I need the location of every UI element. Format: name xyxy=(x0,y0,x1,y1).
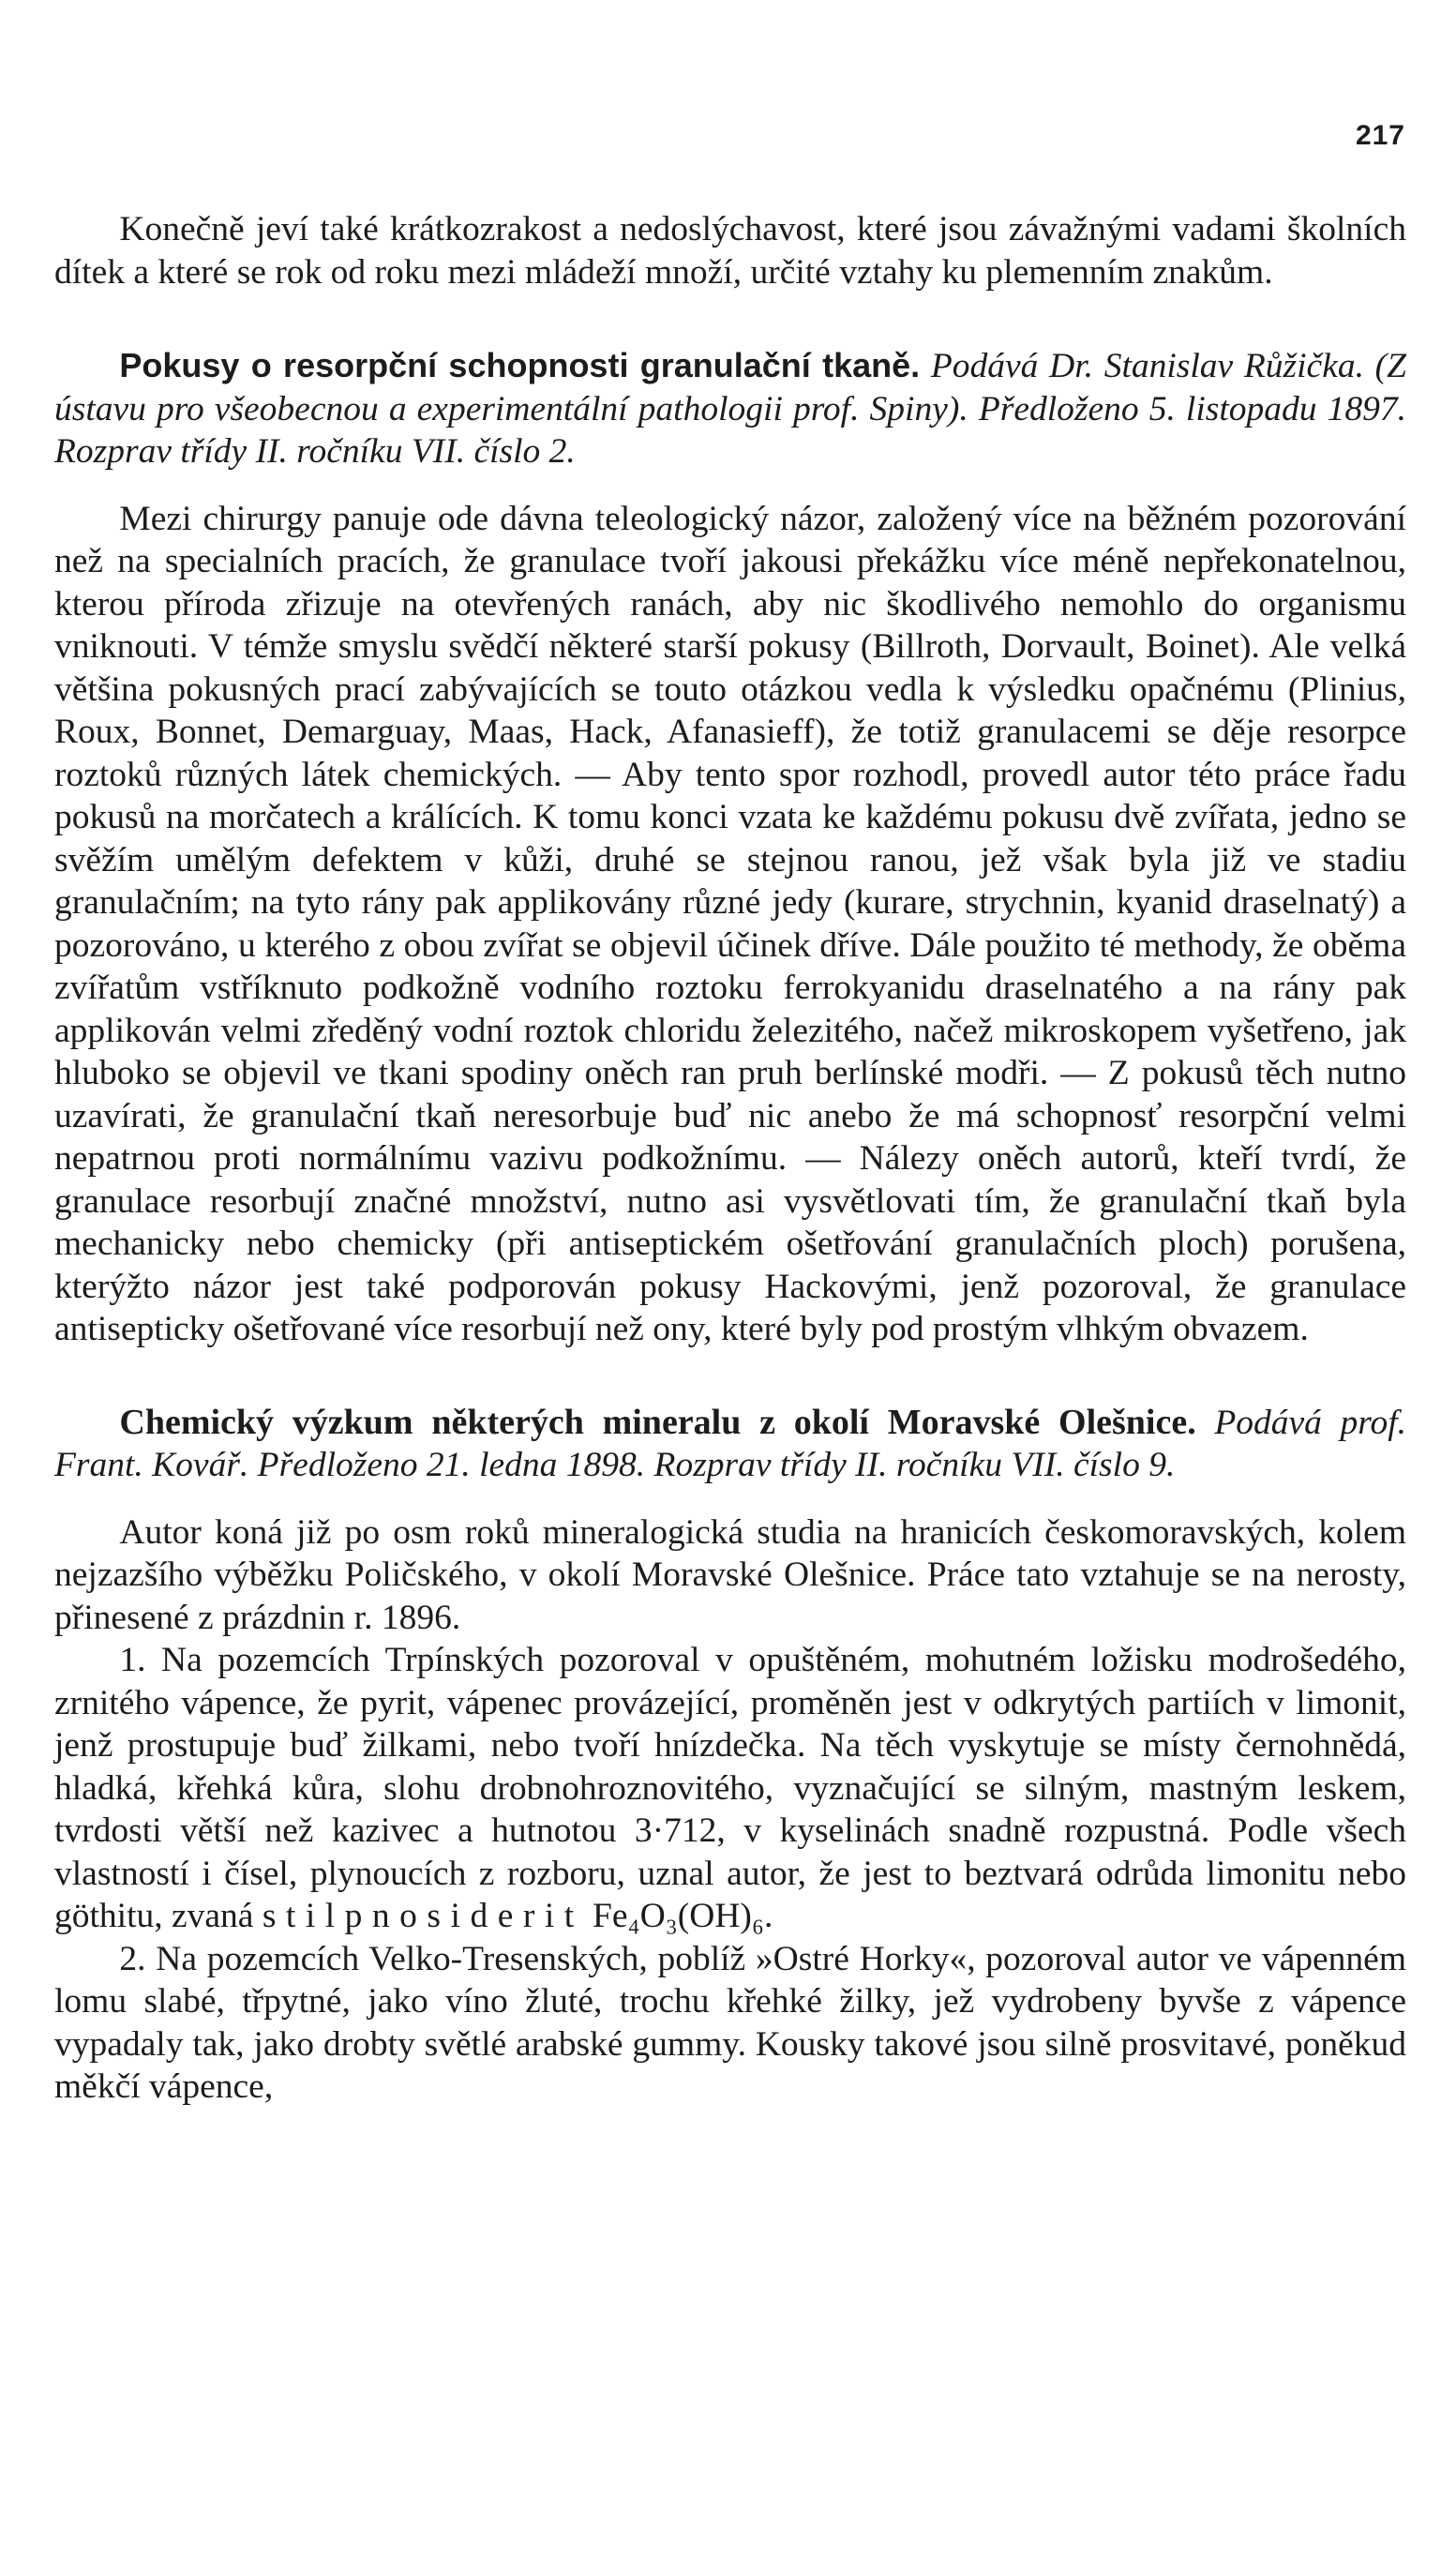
mineral-paragraph-1: Autor koná již po osm roků mineralogická studia na hranicích českomoravských, kolem nejzazšího výběžku Poličského, v okolí Moravské Olešnice. Práce tato vztahuje se na nerosty, přinesené z prázdnin r. 1896. xyxy=(54,1512,1406,1637)
mineral-paragraph-2-text: 1. Na pozemcích Trpínských pozoroval v opuštěném, mohutném ložisku modrošedého, zrnitého vápence, že pyrit, vápenec provázející, proměněn jest v odkrytých partiích v limonit, jenž prostupuje buď žilkami, nebo tvoří hnízdečka. Na těch vyskytuje se místy černohnědá, hladká, křehká kůra, slohu drobnohroznovitého, vyznačující se silným, mastným leskem, tvrdosti větší než kazivec a hutnotou 3·712, v kyselinách snadně rozpustná. Podle všech vlastností i čísel, plynoucích z rozboru, uznal autor, že jest to beztvará odrůda limonitu nebo göthitu, zvaná xyxy=(54,1641,1406,1935)
section-heading-mineral xyxy=(54,1402,1406,1487)
section-title-mineral: Chemický výzkum některých mineralu z okolí Moravské Olešnice. xyxy=(119,1402,1196,1442)
section-heading-resorption xyxy=(54,344,1406,473)
section-body-resorption: Mezi chirurgy panuje ode dávna teleologický názor, založený více na běžném pozorování než na specialních pracích, že granulace tvoří jakousi překážku více méně nepřekonatelnou, kterou příroda zřizuje na otevřených ranách, aby nic škodlivého nemohlo do organismu vniknouti. V témže smyslu svědčí některé starší pokusy (Billroth, Dorvault, Boinet). Ale velká většina pokusných prací zabývajících se touto otázkou vedla k výsledku opačnému (Plinius, Roux, Bonnet, Demarguay, Maas, Hack, Afanasieff), že totiž granulacemi se děje resorpce roztoků různých látek chemických. — Aby tento spor rozhodl, provedl autor této práce řadu pokusů na morčatech a králících. K tomu konci vzata ke každému pokusu dvě zvířata, jedno se svěžím umělým defektem v kůži, druhé se stejnou ranou, jež však byla již ve stadiu granulačním; na tyto rány pak applikovány různé jedy (kurare, strychnin, kyanid draselnatý) a pozorováno, u kterého z obou zvířat se objevil účinek dříve. Dále použito té methody, že oběma zvířatům vstříknuto podkožně vodního roztoku ferrokyanidu draselnatého a na rány pak applikován velmi zředěný vodní roztok chloridu železitého, načež mikroskopem vyšetřeno, jak hluboko se objevil ve tkani spodiny oněch ran pruh berlínské modři. — Z pokusů těch nutno uzavírati, že granulační tkaň neresorbuje buď nic anebo že má schopnosť resorpční velmi nepatrnou proti normálnímu vazivu podkožnímu. — Nálezy oněch autorů, kteří tvrdí, že granulace resorbují značné množství, nutno asi vysvětlovati tím, že granulační tkaň byla mechanicky nebo chemicky (při antiseptickém ošetřování granulačních ploch) porušena, kterýžto názor jest také podporován pokusy Hackovými, jenž pozoroval, že granulace antisepticky ošetřované více resorbují než ony, které byly pod prostým vlhkým obvazem. xyxy=(54,499,1406,1348)
page-number: 217 xyxy=(1355,120,1405,151)
section-meta-resorption: Podává Dr. Stanislav Růžička. (Z ústavu pro všeobecnou a experimentální pathologii prof. Spiny). Předloženo 5. listopadu 1897. Rozprav třídy II. ročníku VII. číslo 2. xyxy=(54,347,1407,471)
mineral-paragraph-3: 2. Na pozemcích Velko-Tresenských, poblíž »Ostré Horky«, pozoroval autor ve vápenném lomu slabé, třpytné, jako víno žluté, trochu křehké žilky, jež vydrobeny byvše z vápence vypadaly tak, jako drobty světlé arabské gummy. Kousky takové jsou silně prosvitavé, poněkud měkčí vápence, xyxy=(54,1939,1406,2106)
section-meta-mineral: Podává prof. Frant. Kovář. Předloženo 21. ledna 1898. Rozprav třídy II. ročníku VII. číslo 9. xyxy=(54,1403,1407,1484)
mineral-paragraph-2 xyxy=(54,1639,1406,1938)
intro-paragraph: Konečně jeví také krátkozrakost a nedoslýchavost, které jsou závažnými vadami školních dítek a které se rok od roku mezi mládeží množí, určité vztahy ku plemenním znakům. xyxy=(54,210,1406,292)
chemical-formula: Fe₄O₃(OH)₆. xyxy=(593,1897,773,1935)
stilpnosiderite-term: stilpnosiderit xyxy=(262,1897,584,1935)
section-title-resorption: Pokusy o resorpční schopnosti granulační tkaně. xyxy=(119,346,921,384)
page-content xyxy=(54,208,1406,2109)
